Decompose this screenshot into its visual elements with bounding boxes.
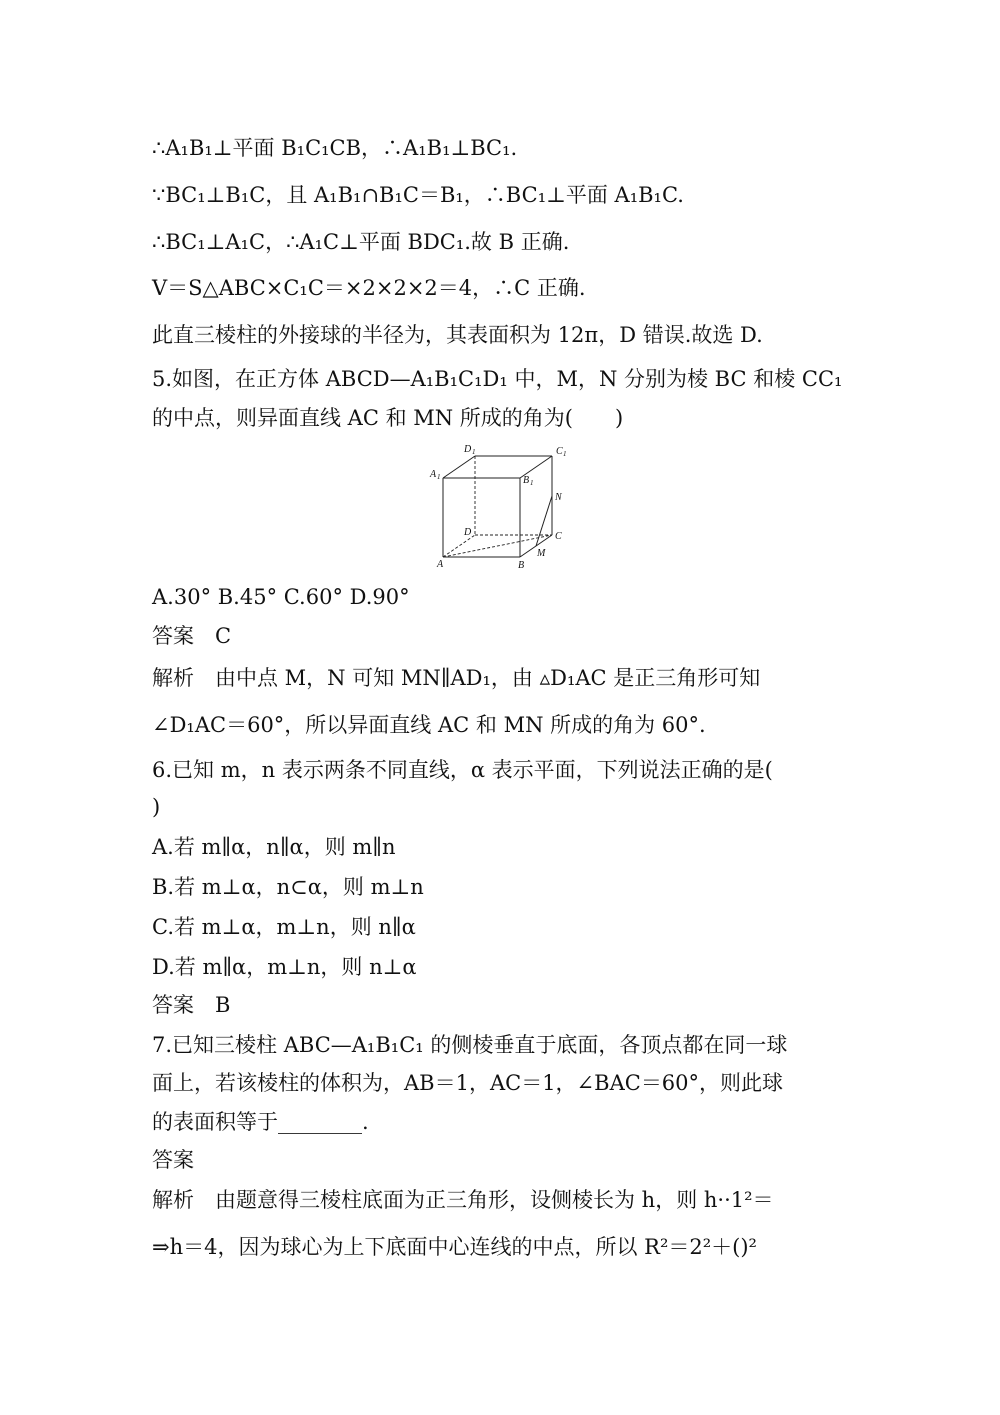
option-line: B.若 m⊥α，n⊂α，则 m⊥n [152, 875, 424, 899]
label-A1: A [430, 469, 437, 480]
text-line: ⇒h＝4，因为球心为上下底面中心连线的中点，所以 R²＝2²＋()² [152, 1235, 757, 1259]
text-line: 解析 由中点 M，N 可知 MN∥AD₁，由 ▵D₁AC 是正三角形可知 [152, 666, 761, 690]
text-line: ) [152, 795, 161, 819]
text-line: 6.已知 m，n 表示两条不同直线，α 表示平面，下列说法正确的是( [152, 758, 773, 782]
text-line: 此直三棱柱的外接球的半径为，其表面积为 12π，D 错误.故选 D. [152, 323, 763, 347]
label-N: N [555, 492, 562, 503]
label-A: A [437, 559, 444, 570]
answer-line: 答案 C [152, 624, 232, 648]
label-B1: B [523, 475, 530, 486]
text-line: ∴BC₁⊥A₁C，∴A₁C⊥平面 BDC₁.故 B 正确. [152, 230, 570, 254]
label-B: B [518, 560, 525, 571]
label-D: D [464, 527, 472, 538]
segment-MN [536, 496, 552, 546]
label-sub: 1 [530, 479, 534, 487]
text-line: 的表面积等于________. [152, 1110, 369, 1134]
answer-line: 答案 [152, 1148, 194, 1172]
option-line: D.若 m∥α，m⊥n，则 n⊥α [152, 955, 417, 979]
option-line: A.若 m∥α，n∥α，则 m∥n [152, 835, 396, 859]
text-line: ∵BC₁⊥B₁C，且 A₁B₁∩B₁C＝B₁，∴BC₁⊥平面 A₁B₁C. [152, 183, 684, 207]
text-line: ∴A₁B₁⊥平面 B₁C₁CB，∴A₁B₁⊥BC₁. [152, 136, 518, 160]
label-D1: D [464, 444, 472, 455]
label-C: C [555, 531, 562, 542]
answer-line: 答案 B [152, 993, 231, 1017]
text-line: 5.如图，在正方体 ABCD—A₁B₁C₁D₁ 中，M，N 分别为棱 BC 和棱 CC₁ [152, 367, 843, 391]
label-sub: 1 [472, 448, 476, 456]
label-sub: 1 [563, 450, 567, 458]
label-sub: 1 [437, 473, 441, 481]
label-M: M [537, 548, 546, 559]
text-line: V＝S△ABC×C₁C＝×2×2×2＝4，∴C 正确. [152, 276, 586, 300]
cube-figure [428, 440, 578, 575]
text-line: ∠D₁AC＝60°，所以异面直线 AC 和 MN 所成的角为 60°. [152, 713, 706, 737]
text-line: 的中点，则异面直线 AC 和 MN 所成的角为( ) [152, 406, 624, 430]
text-line: A.30° B.45° C.60° D.90° [152, 585, 410, 609]
edge-A1D1 [443, 456, 475, 478]
option-line: C.若 m⊥α，m⊥n，则 n∥α [152, 915, 416, 939]
text-line: 解析 由题意得三棱柱底面为正三角形，设侧棱长为 h，则 h··1²＝ [152, 1188, 774, 1212]
label-C1: C [556, 446, 563, 457]
text-line: 面上，若该棱柱的体积为，AB＝1，AC＝1，∠BAC＝60°，则此球 [152, 1071, 784, 1095]
text-line: 7.已知三棱柱 ABC—A₁B₁C₁ 的侧棱垂直于底面，各顶点都在同一球 [152, 1033, 788, 1057]
cube-diagram [428, 440, 578, 575]
